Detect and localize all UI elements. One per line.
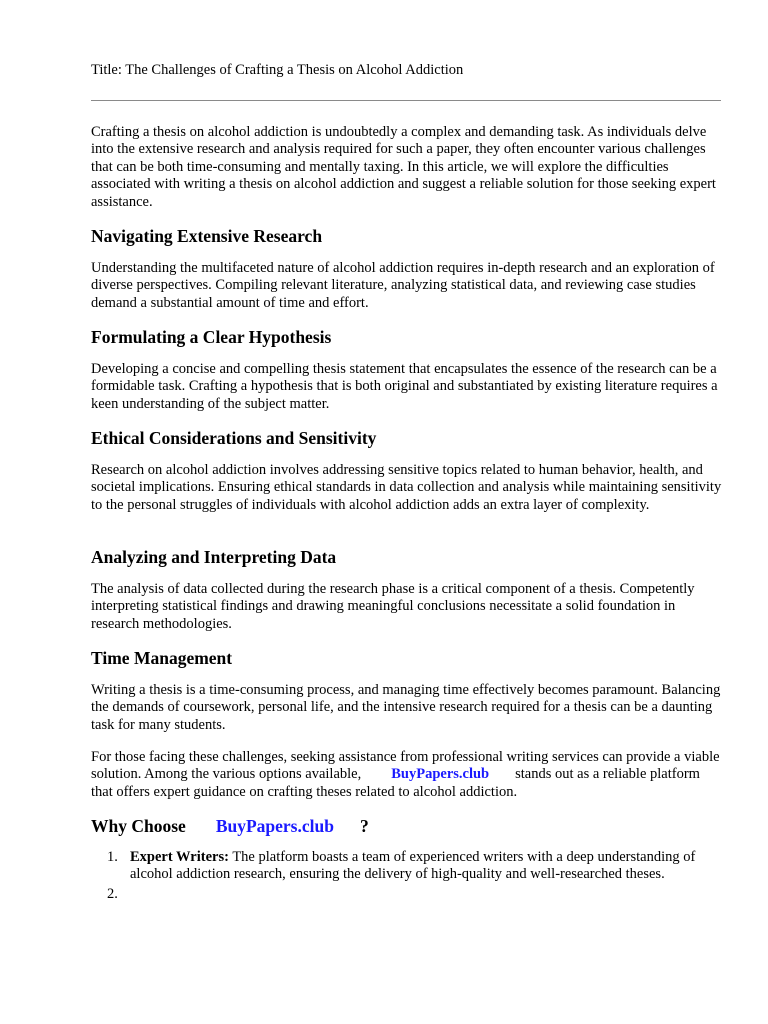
section-body-hypothesis: Developing a concise and compelling thesis statement that encapsulates the essence of the research can be a formidable task. Crafting a hypothesis that is both original and substantiated by existing literature requires a keen understanding of the subject matter. bbox=[91, 361, 718, 412]
list-item-label: Expert Writers: bbox=[130, 849, 229, 865]
section-heading-hypothesis: Formulating a Clear Hypothesis bbox=[91, 327, 332, 347]
section-body-research: Understanding the multifaceted nature of alcohol addiction requires in-depth research and an exploration of diverse perspectives. Compiling relevant literature, analyzing statistical data, and reviewing case studies demand a substantial amount of time and effort. bbox=[91, 260, 715, 311]
solution-text-after: stands out as a reliable platform that offers expert guidance on crafting theses related to alcohol addiction. bbox=[91, 766, 700, 800]
solution-text-before: For those facing these challenges, seeking assistance from professional writing services can provide a viable solution. Among the various options available, bbox=[91, 749, 720, 783]
list-item bbox=[91, 849, 723, 884]
section-body-time: Writing a thesis is a time-consuming process, and managing time effectively becomes paramount. Balancing the demands of coursework, personal life, and the intensive research required for a thesis can be a daunting task for many students. bbox=[91, 682, 721, 733]
section-heading-ethics: Ethical Considerations and Sensitivity bbox=[91, 428, 377, 448]
reasons-list bbox=[91, 849, 723, 902]
why-choose-prefix: Why Choose bbox=[91, 816, 186, 836]
document-title: Title: The Challenges of Crafting a Thesis on Alcohol Addiction bbox=[91, 62, 464, 78]
intro-paragraph: Crafting a thesis on alcohol addiction is undoubtedly a complex and demanding task. As individuals delve into the extensive research and analysis required for such a paper, they often encounter various challenges that can be both time-consuming and mentally taxing. In this article, we will explore the difficulties associated with writing a thesis on alcohol addiction and suggest a reliable solution for those seeking expert assistance. bbox=[91, 124, 716, 210]
section-heading-data: Analyzing and Interpreting Data bbox=[91, 547, 337, 567]
solution-paragraph bbox=[91, 749, 723, 801]
section-heading-time: Time Management bbox=[91, 648, 233, 668]
list-item-text: The platform boasts a team of experienced writers with a deep understanding of alcohol addiction research, ensuring the delivery of high-quality and well-researched theses. bbox=[130, 849, 696, 883]
list-item-number: 1. bbox=[107, 849, 118, 865]
title-divider bbox=[91, 100, 721, 101]
buypapers-link[interactable]: BuyPapers.club bbox=[391, 766, 490, 783]
list-item-number: 2. bbox=[107, 885, 118, 902]
why-choose-heading bbox=[91, 816, 369, 836]
section-body-data: The analysis of data collected during the research phase is a critical component of a thesis. Competently interpreting statistical findings and drawing meaningful conclusions necessitate a solid foundation in research methodologies. bbox=[91, 581, 695, 632]
section-heading-research: Navigating Extensive Research bbox=[91, 226, 323, 246]
why-choose-suffix: ? bbox=[359, 816, 369, 836]
section-body-ethics: Research on alcohol addiction involves addressing sensitive topics related to human behavior, health, and societal implications. Ensuring ethical standards in data collection and analysis while maintaining sensitivity to the personal struggles of individuals with alcohol addiction adds an extra layer of complexity. bbox=[91, 462, 722, 513]
why-choose-link[interactable]: BuyPapers.club bbox=[215, 816, 334, 836]
